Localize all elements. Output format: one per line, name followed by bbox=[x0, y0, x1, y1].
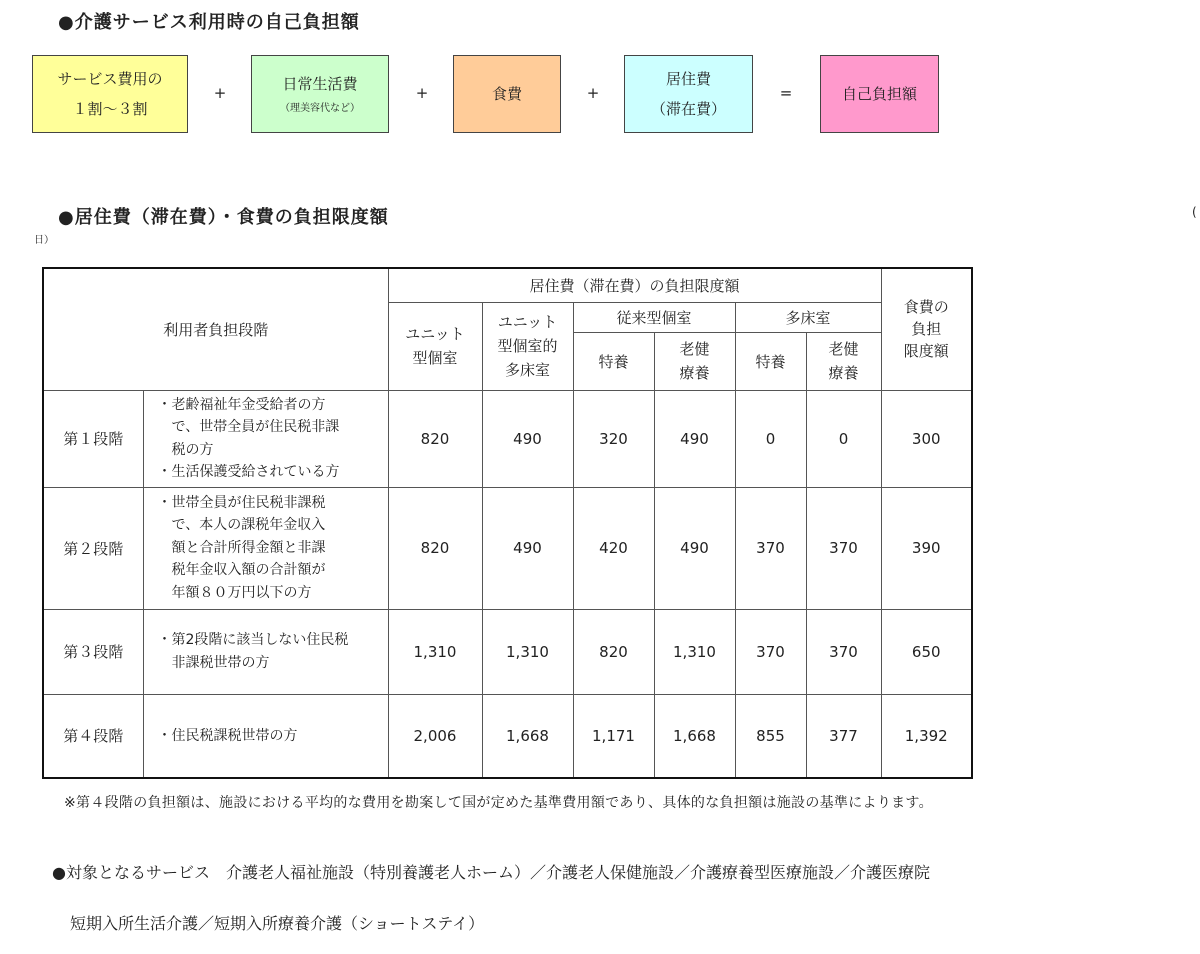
stage-description: ・老齢福祉年金受給者の方 で、世帯全員が住民税非課 税の方 ・生活保護受給されている方 bbox=[143, 390, 388, 487]
table-row bbox=[43, 390, 972, 487]
header-roken: 老健 療養 bbox=[654, 332, 735, 390]
header-multi-bed-group: 多床室 bbox=[735, 302, 881, 332]
formula-box-service-cost bbox=[32, 55, 188, 133]
header-roken: 老健 療養 bbox=[806, 332, 881, 390]
cut-off-text-left: 日） bbox=[34, 235, 54, 246]
table-row bbox=[43, 694, 972, 778]
section-title-self-payment: ●介護サービス利用時の自己負担額 bbox=[58, 12, 360, 33]
burden-limit-table bbox=[42, 267, 973, 779]
cell-multi-roken: 370 bbox=[806, 487, 881, 609]
cell-conventional-tokuyo: 420 bbox=[573, 487, 654, 609]
header-residence-group: 居住費（滞在費）の負担限度額 bbox=[388, 268, 881, 302]
cell-conventional-roken: 490 bbox=[654, 487, 735, 609]
cell-conventional-roken: 1,310 bbox=[654, 609, 735, 694]
section-title-limit: ●居住費（滞在費）・食費の負担限度額 bbox=[58, 207, 389, 228]
cell-multi-tokuyo: 855 bbox=[735, 694, 806, 778]
header-tokuyo: 特養 bbox=[735, 332, 806, 390]
cell-food: 390 bbox=[881, 487, 972, 609]
cell-unit-semi: 490 bbox=[482, 487, 573, 609]
formula-box-residence-line1: 居住費 bbox=[665, 70, 711, 88]
formula-box-service-cost-line2: １割～３割 bbox=[72, 100, 148, 118]
stage-label: 第４段階 bbox=[43, 694, 143, 778]
cell-food: 650 bbox=[881, 609, 972, 694]
cell-conventional-tokuyo: 320 bbox=[573, 390, 654, 487]
header-food-limit: 食費の 負担 限度額 bbox=[881, 268, 972, 390]
cell-unit-private: 820 bbox=[388, 390, 482, 487]
cell-multi-roken: 0 bbox=[806, 390, 881, 487]
cell-conventional-tokuyo: 820 bbox=[573, 609, 654, 694]
stage-description: ・住民税課税世帯の方 bbox=[143, 694, 388, 778]
formula-box-residence bbox=[624, 55, 753, 133]
cell-conventional-roken: 490 bbox=[654, 390, 735, 487]
stage-description: ・第2段階に該当しない住民税 非課税世帯の方 bbox=[143, 609, 388, 694]
plus-sign: + bbox=[415, 84, 429, 102]
cell-multi-roken: 370 bbox=[806, 609, 881, 694]
plus-sign: + bbox=[213, 84, 227, 102]
stage-label: 第３段階 bbox=[43, 609, 143, 694]
cell-multi-roken: 377 bbox=[806, 694, 881, 778]
formula-box-food bbox=[453, 55, 561, 133]
cell-unit-semi: 1,310 bbox=[482, 609, 573, 694]
table-row bbox=[43, 609, 972, 694]
stage-label: 第１段階 bbox=[43, 390, 143, 487]
cell-unit-semi: 490 bbox=[482, 390, 573, 487]
cell-food: 300 bbox=[881, 390, 972, 487]
stage-label: 第２段階 bbox=[43, 487, 143, 609]
cell-food: 1,392 bbox=[881, 694, 972, 778]
formula-box-daily-living-line1: 日常生活費 bbox=[282, 75, 358, 93]
formula-box-daily-living-line2: （理美容代など） bbox=[280, 103, 360, 114]
header-unit-private: ユニット 型個室 bbox=[388, 302, 482, 390]
cell-multi-tokuyo: 370 bbox=[735, 487, 806, 609]
formula-box-daily-living bbox=[251, 55, 389, 133]
table-footnote: ※第４段階の負担額は、施設における平均的な費用を勘案して国が定めた基準費用額であり、具体的な負担額は施設の基準によります。 bbox=[64, 795, 933, 811]
cut-off-text-right: ( bbox=[1192, 205, 1197, 219]
formula-box-service-cost-line1: サービス費用の bbox=[57, 70, 163, 88]
formula-box-food-label: 食費 bbox=[491, 85, 522, 103]
cell-unit-semi: 1,668 bbox=[482, 694, 573, 778]
cell-multi-tokuyo: 370 bbox=[735, 609, 806, 694]
formula-box-self-payment bbox=[820, 55, 939, 133]
table-header-row bbox=[43, 268, 972, 302]
equals-sign: = bbox=[779, 84, 793, 102]
cell-unit-private: 820 bbox=[388, 487, 482, 609]
cell-unit-private: 2,006 bbox=[388, 694, 482, 778]
header-tokuyo: 特養 bbox=[573, 332, 654, 390]
cell-conventional-tokuyo: 1,171 bbox=[573, 694, 654, 778]
formula-box-residence-line2: （滞在費） bbox=[650, 100, 726, 118]
header-conventional-group: 従来型個室 bbox=[573, 302, 735, 332]
cell-conventional-roken: 1,668 bbox=[654, 694, 735, 778]
target-services-line2: 短期入所生活介護／短期入所療養介護（ショートステイ） bbox=[70, 914, 485, 933]
header-stage: 利用者負担段階 bbox=[43, 268, 388, 390]
plus-sign: + bbox=[586, 84, 600, 102]
cell-multi-tokuyo: 0 bbox=[735, 390, 806, 487]
stage-description: ・世帯全員が住民税非課税 で、本人の課税年金収入 額と合計所得金額と非課 税年金収入額の合計額が 年額８０万円以下の方 bbox=[143, 487, 388, 609]
cell-unit-private: 1,310 bbox=[388, 609, 482, 694]
table-row bbox=[43, 487, 972, 609]
target-services-line1: ●対象となるサービス 介護老人福祉施設（特別養護老人ホーム）／介護老人保健施設／介護療養型医療施設／介護医療院 bbox=[52, 863, 930, 882]
header-unit-semi-private: ユニット 型個室的 多床室 bbox=[482, 302, 573, 390]
formula-box-self-payment-label: 自己負担額 bbox=[841, 85, 917, 103]
